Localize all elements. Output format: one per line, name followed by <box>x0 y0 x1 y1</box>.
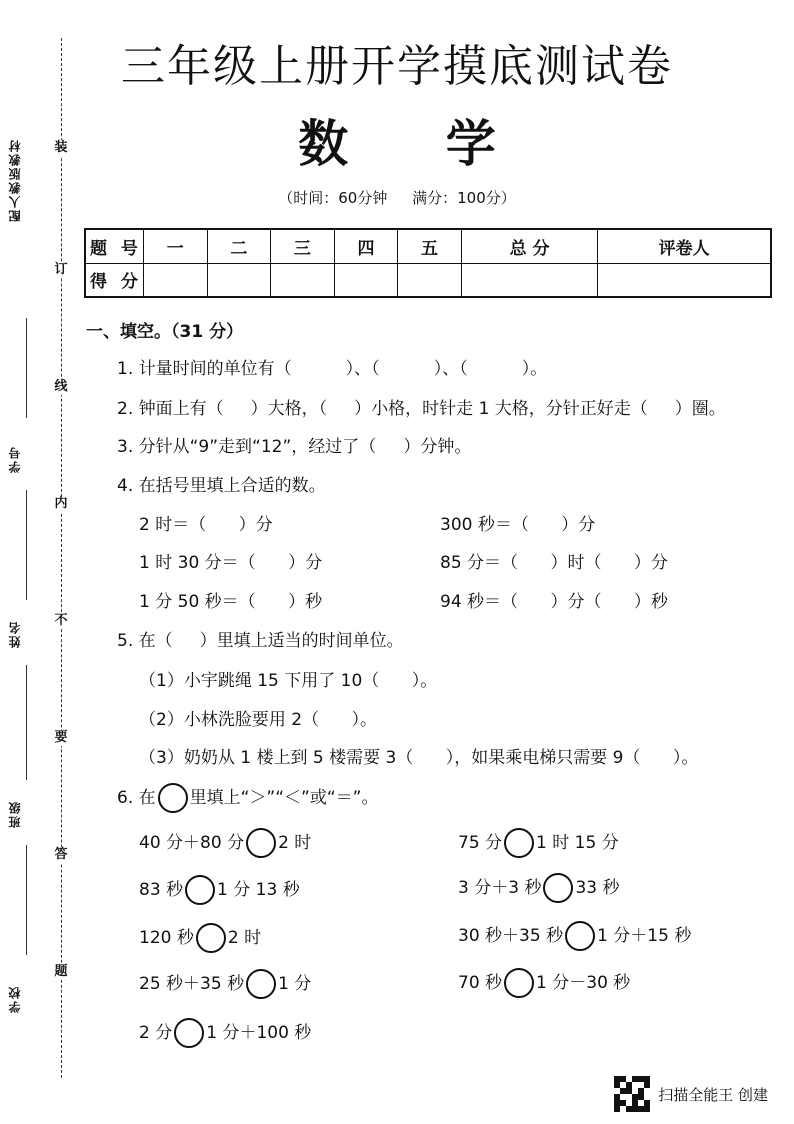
compare-right: 1 时 15 分 <box>536 833 619 853</box>
compare-left: 25 秒＋35 秒 <box>139 974 245 994</box>
compare-circle[interactable] <box>185 875 215 905</box>
score-cell[interactable] <box>598 263 771 297</box>
fill-item: 300 秒＝（ ）分 <box>440 515 596 535</box>
fill-item: 1 分 50 秒＝（ ）秒 <box>139 592 323 612</box>
binding-char: 内 <box>52 496 70 512</box>
subject-title: 数 学 <box>298 115 536 173</box>
compare-left: 30 秒＋35 秒 <box>458 926 564 946</box>
qr-code-icon <box>614 1076 650 1112</box>
question-5: 5. 在（ ）里填上适当的时间单位。 <box>117 631 404 651</box>
exam-info <box>0 187 794 208</box>
binding-char: 题 <box>52 964 70 980</box>
question-6 <box>117 783 378 813</box>
compare-right: 2 时 <box>227 928 262 948</box>
score-cell[interactable] <box>207 263 271 297</box>
fill-item: 1 时 30 分＝（ ）分 <box>139 553 323 573</box>
compare-circle[interactable] <box>174 1018 204 1048</box>
class-label: 班级 <box>8 800 22 828</box>
column-header: 一 <box>144 229 208 263</box>
compare-circle[interactable] <box>543 873 573 903</box>
circle-blank-icon <box>158 783 188 813</box>
score-table-header-row <box>85 229 771 263</box>
compare-right: 1 分＋100 秒 <box>206 1023 312 1043</box>
compare-circle[interactable] <box>565 921 595 951</box>
compare-left: 2 分 <box>139 1023 173 1043</box>
compare-left: 70 秒 <box>458 973 503 993</box>
school-line <box>26 845 27 955</box>
compare-item <box>139 828 311 858</box>
compare-left: 75 分 <box>458 833 503 853</box>
score-cell[interactable] <box>271 263 335 297</box>
fill-item: 94 秒＝（ ）分（ ）秒 <box>440 592 668 612</box>
question-number-header: 题 号 <box>85 229 144 263</box>
compare-item <box>139 1018 311 1048</box>
class-line <box>26 665 27 780</box>
score-cell[interactable] <box>461 263 597 297</box>
question-1: 1. 计量时间的单位有（ ）、（ ）、（ ）。 <box>117 359 548 379</box>
page-title: 三年级上册开学摸底测试卷 <box>121 41 673 92</box>
compare-left: 83 秒 <box>139 880 184 900</box>
compare-right: 1 分 13 秒 <box>217 880 300 900</box>
question-4: 4. 在括号里填上合适的数。 <box>117 476 326 496</box>
score-header: 得 分 <box>85 263 144 297</box>
compare-left: 120 秒 <box>139 928 194 948</box>
scanner-watermark <box>614 1076 768 1112</box>
compare-circle[interactable] <box>504 968 534 998</box>
edition-label: 配人教版教材 <box>8 138 22 222</box>
compare-circle[interactable] <box>196 923 226 953</box>
compare-circle[interactable] <box>246 969 276 999</box>
column-header: 四 <box>334 229 398 263</box>
school-label: 学校 <box>8 985 22 1013</box>
fill-item: 85 分＝（ ）时（ ）分 <box>440 553 668 573</box>
fill-item: （2）小林洗脸要用 2（ ）。 <box>139 710 377 730</box>
full-score: 满分：100分） <box>412 189 516 207</box>
binding-char: 装 <box>52 140 70 156</box>
compare-item <box>139 875 300 905</box>
compare-item <box>139 969 311 999</box>
compare-item <box>458 921 691 951</box>
compare-right: 1 分－30 秒 <box>536 973 631 993</box>
question-6-post: 里填上“＞”“＜”或“＝”。 <box>189 788 379 808</box>
binding-char: 订 <box>52 262 70 278</box>
question-3: 3. 分针从“9”走到“12”，经过了（ ）分钟。 <box>117 437 472 457</box>
compare-item <box>458 968 630 998</box>
compare-left: 3 分＋3 秒 <box>458 878 542 898</box>
column-header: 评卷人 <box>598 229 771 263</box>
section-title: 一、填空。（31 分） <box>86 322 244 342</box>
question-6-pre: 6. 在 <box>117 788 156 808</box>
student-id-line <box>26 318 27 418</box>
compare-left: 40 分＋80 分 <box>139 833 245 853</box>
column-header: 二 <box>207 229 271 263</box>
compare-item <box>139 923 261 953</box>
question-2: 2. 钟面上有（ ）大格，（ ）小格，时针走 1 大格，分针正好走（ ）圈。 <box>117 399 726 419</box>
binding-char: 不 <box>52 613 70 629</box>
watermark-text: 扫描全能王 创建 <box>658 1085 768 1104</box>
student-id-label: 学号 <box>8 445 22 473</box>
score-cell[interactable] <box>144 263 208 297</box>
score-table-score-row <box>85 263 771 297</box>
name-line <box>26 490 27 600</box>
score-table <box>84 228 772 298</box>
compare-right: 1 分 <box>278 974 312 994</box>
column-header: 总 分 <box>461 229 597 263</box>
compare-circle[interactable] <box>504 828 534 858</box>
score-cell[interactable] <box>334 263 398 297</box>
binding-char: 线 <box>52 379 70 395</box>
column-header: 五 <box>398 229 462 263</box>
column-header: 三 <box>271 229 335 263</box>
binding-char: 要 <box>52 730 70 746</box>
compare-item <box>458 873 620 903</box>
name-label: 姓名 <box>8 620 22 648</box>
compare-right: 1 分＋15 秒 <box>597 926 692 946</box>
compare-item <box>458 828 619 858</box>
time-limit: （时间：60分钟 <box>278 189 388 207</box>
fill-item: （1）小宇跳绳 15 下用了 10（ ）。 <box>139 671 438 691</box>
score-cell[interactable] <box>398 263 462 297</box>
compare-right: 2 时 <box>278 833 312 853</box>
fill-item: （3）奶奶从 1 楼上到 5 楼需要 3（ ），如果乘电梯只需要 9（ ）。 <box>139 748 699 768</box>
fill-item: 2 时＝（ ）分 <box>139 515 273 535</box>
binding-char: 答 <box>52 847 70 863</box>
compare-circle[interactable] <box>246 828 276 858</box>
compare-right: 33 秒 <box>575 878 620 898</box>
